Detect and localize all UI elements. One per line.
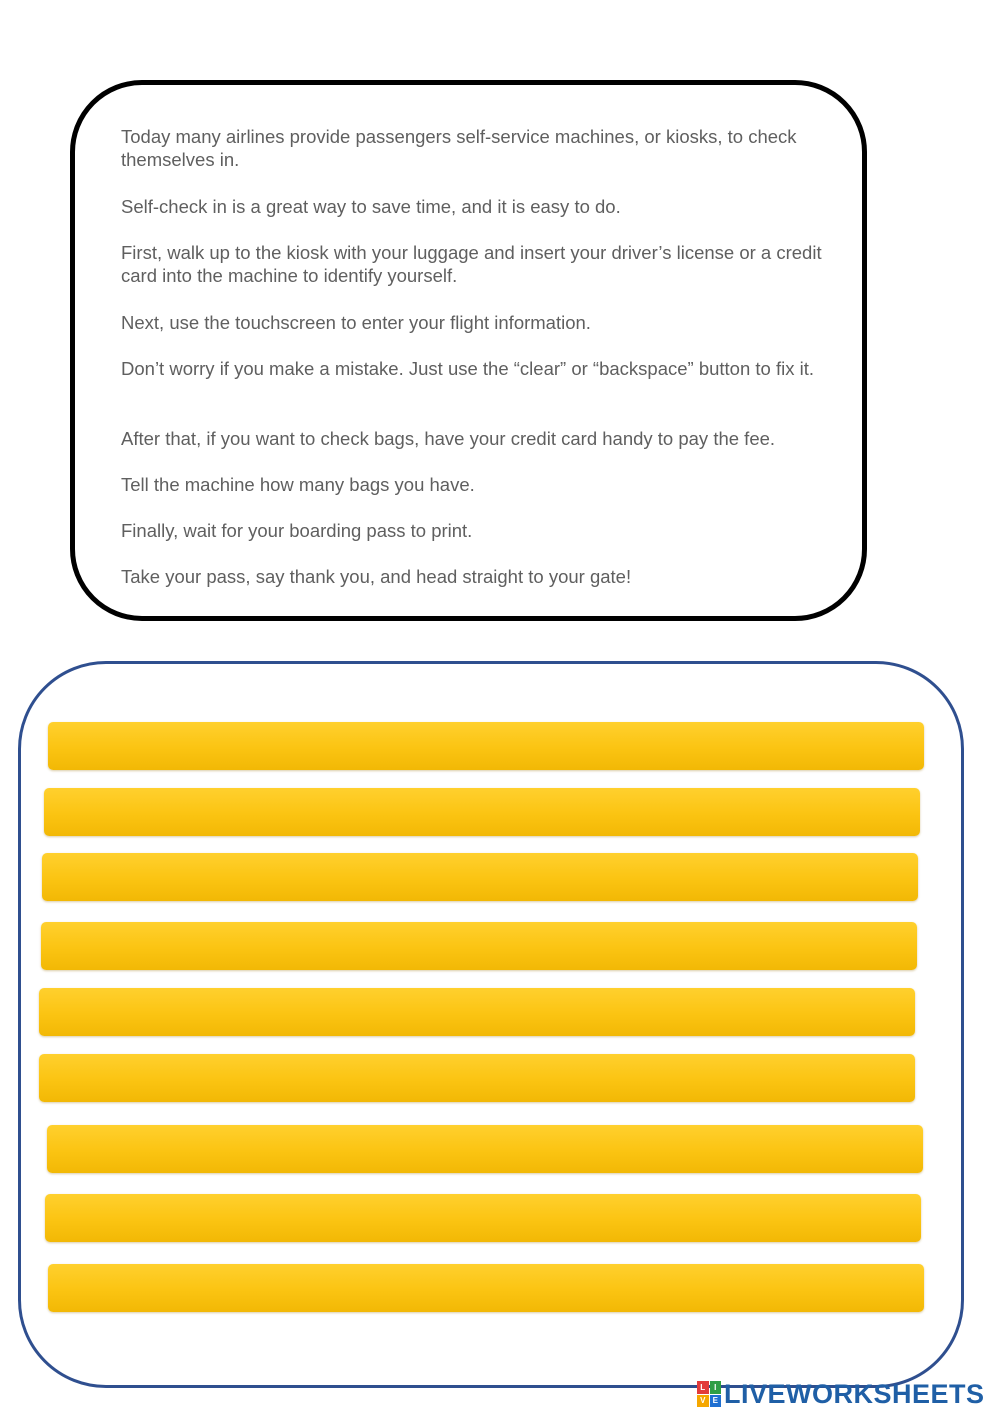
paragraph-boarding-pass: Finally, wait for your boarding pass to print. — [121, 520, 473, 541]
answer-card — [18, 661, 964, 1388]
answer-slot-6[interactable] — [39, 1054, 915, 1102]
paragraph-bag-count: Tell the machine how many bags you have. — [121, 474, 475, 495]
paragraph-step-first: First, walk up to the kiosk with your luggage and insert your driver’s license or a credit card into the machine to identify yourself. — [121, 242, 822, 286]
answer-slot-1[interactable] — [48, 722, 924, 770]
paragraph-bags-fee: After that, if you want to check bags, have your credit card handy to pay the fee. — [121, 428, 776, 449]
paragraph-intro: Today many airlines provide passengers self-service machines, or kiosks, to check themselves in. — [121, 126, 797, 170]
answer-slot-2[interactable] — [44, 788, 920, 836]
answer-slot-5[interactable] — [39, 988, 915, 1036]
answer-slot-7[interactable] — [47, 1125, 923, 1173]
paragraph-head-to-gate: Take your pass, say thank you, and head straight to your gate! — [121, 566, 632, 587]
answer-slot-8[interactable] — [45, 1194, 921, 1242]
answer-slot-9[interactable] — [48, 1264, 924, 1312]
logo-letter-e: E — [710, 1395, 722, 1408]
logo-letter-i: I — [710, 1381, 722, 1394]
liveworksheets-brand — [697, 1377, 985, 1411]
paragraph-step-next: Next, use the touchscreen to enter your flight information. — [121, 312, 591, 333]
liveworksheets-wordmark: LIVEWORKSHEETS — [724, 1378, 985, 1409]
logo-letter-l: L — [697, 1381, 709, 1394]
reading-card — [70, 80, 867, 621]
liveworksheets-logo-icon — [697, 1381, 721, 1407]
paragraph-mistake: Don’t worry if you make a mistake. Just use the “clear” or “backspace” button to fix it. — [121, 358, 814, 379]
answer-slot-4[interactable] — [41, 922, 917, 970]
paragraph-benefit: Self-check in is a great way to save time, and it is easy to do. — [121, 196, 621, 217]
logo-letter-v: V — [697, 1395, 709, 1408]
answer-slot-3[interactable] — [42, 853, 918, 901]
